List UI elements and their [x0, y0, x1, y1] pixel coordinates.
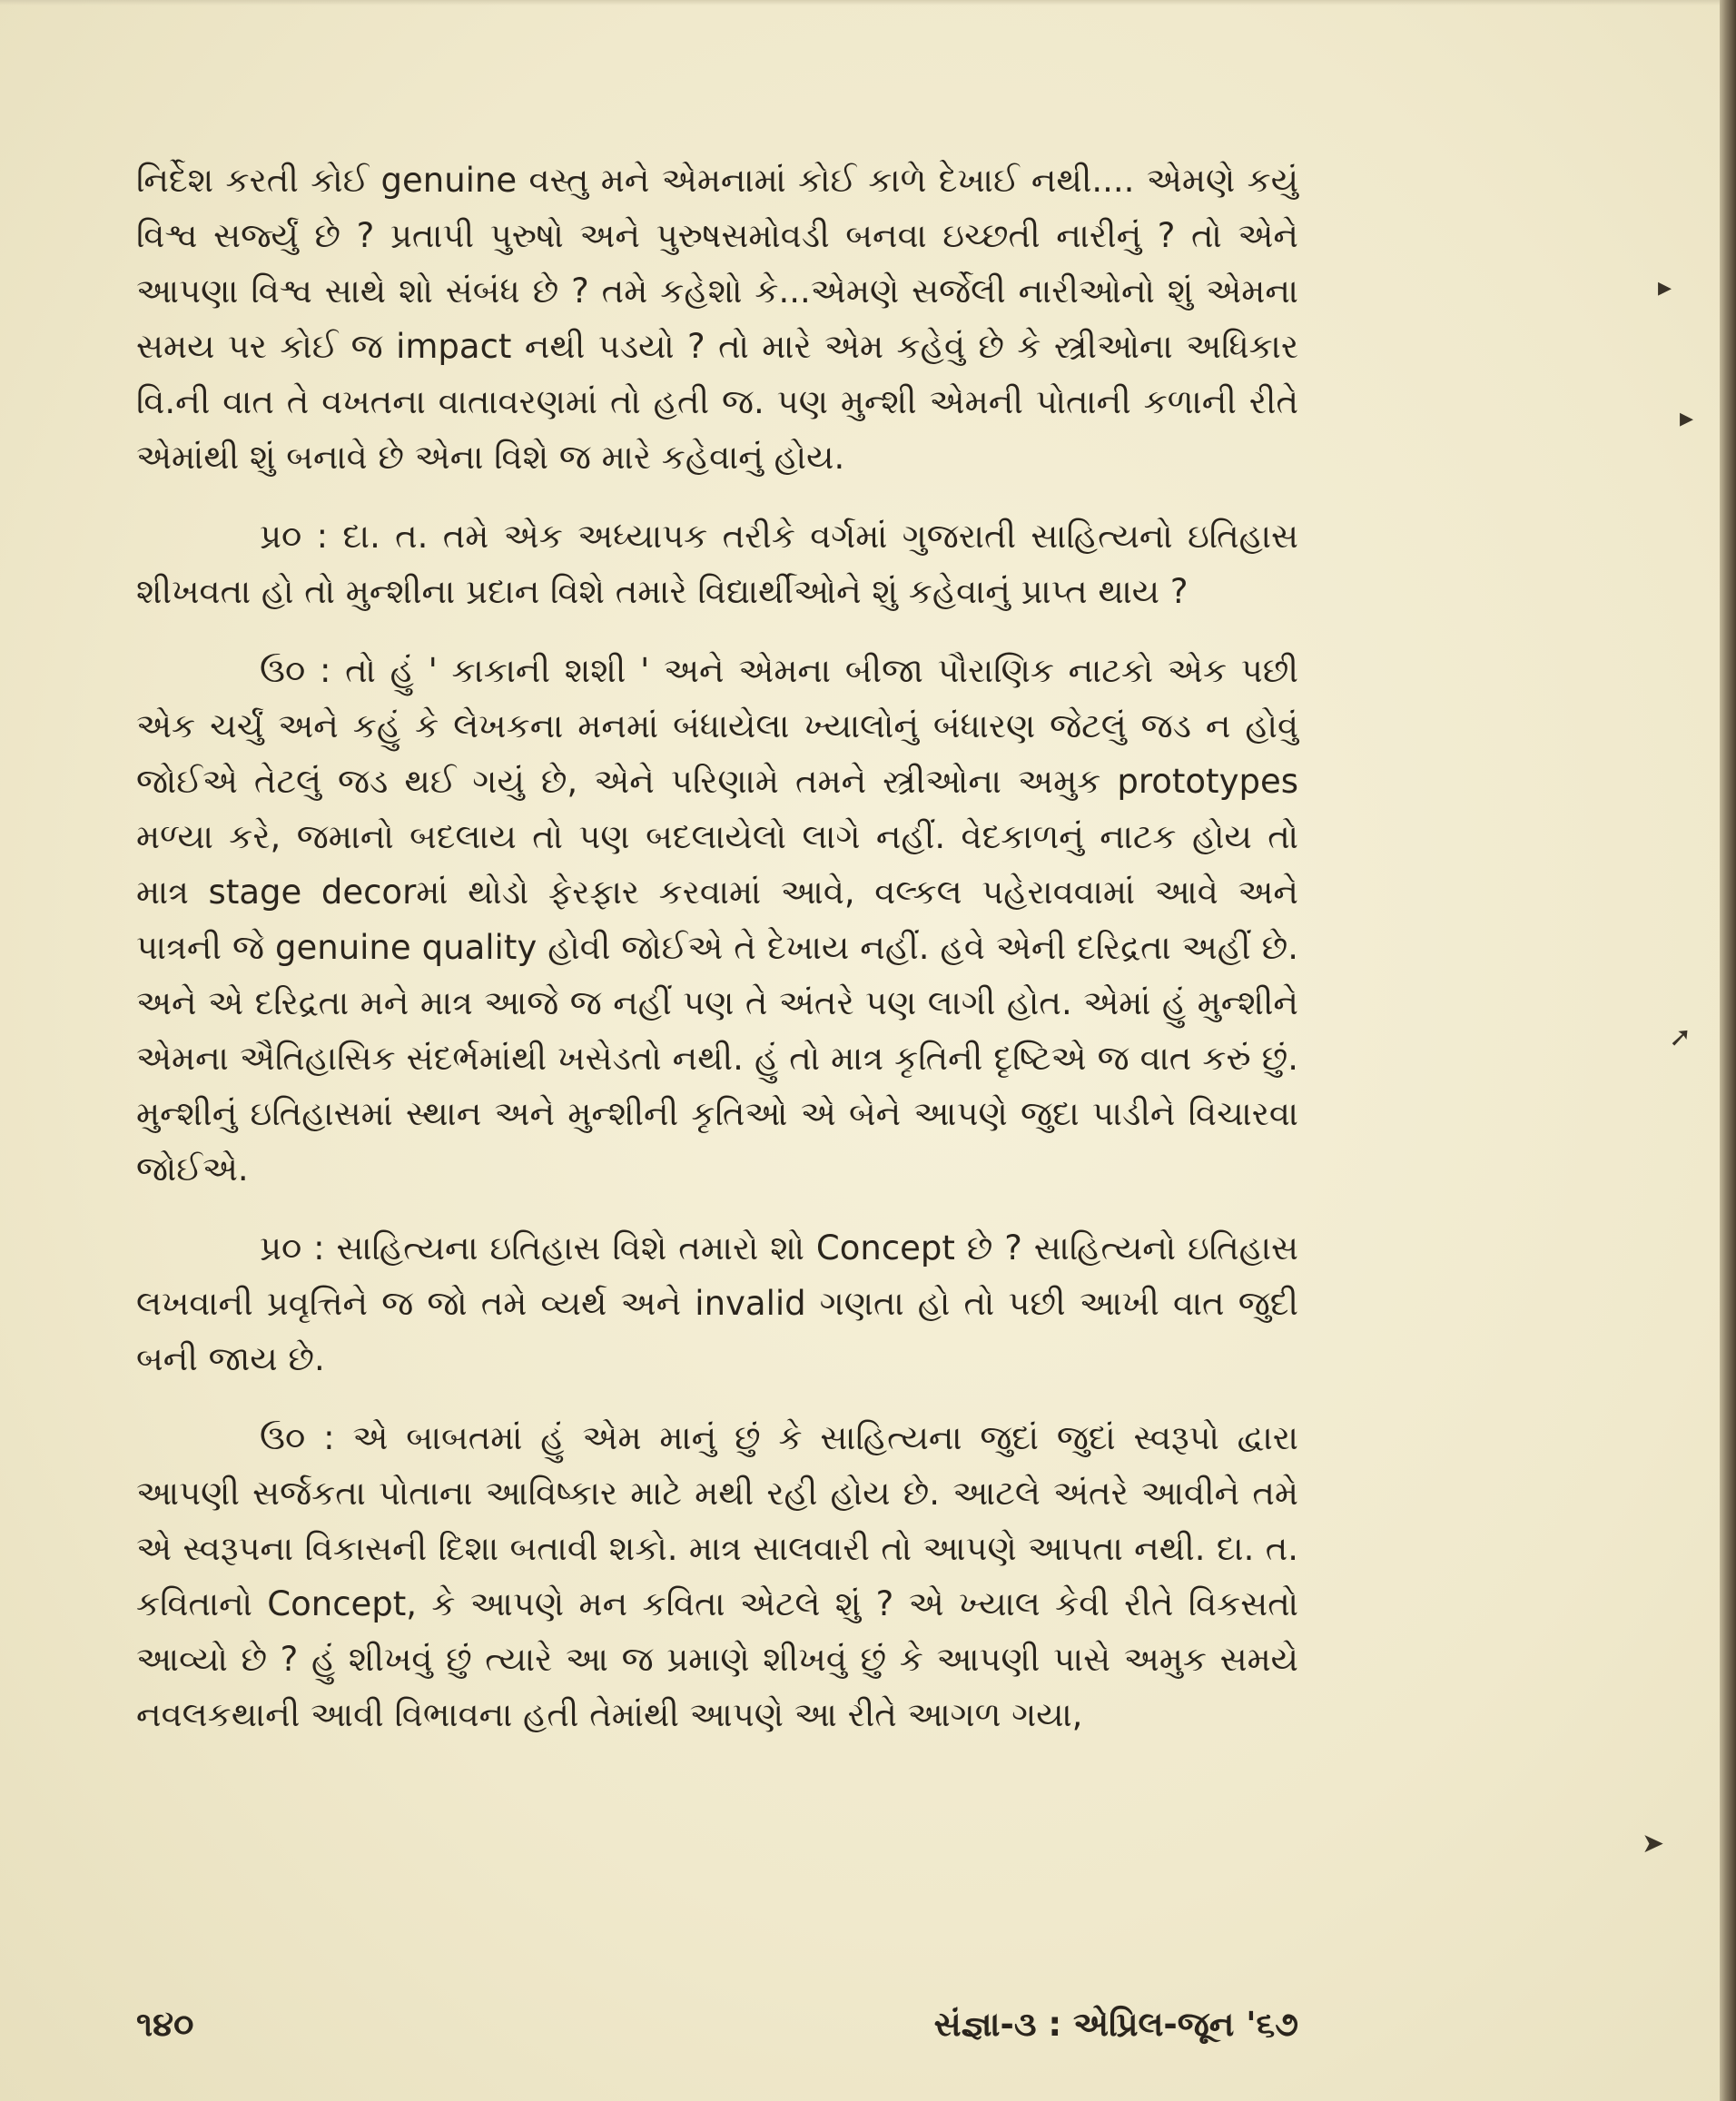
margin-mark: ➤ [1642, 1828, 1665, 1859]
paragraph-question-1: પ્ર૦ : દા. ત. તમે એક અધ્યાપક તરીકે વર્ગમાં ગુજરાતી સાહિત્યનો ઇતિહાસ શીખવતા હો તો મુન્શીના પ્રદાન વિશે તમારે વિદ્યાર્થીઓને શું કહેવાનું પ્રાપ્ત થાય ? [136, 517, 1298, 611]
body-text [136, 153, 1298, 1766]
paragraph-answer-1: ઉ૦ : તો હું ' કાકાની શશી ' અને એમના બીજા પૌરાણિક નાટકો એક પછી એક ચર્ચું અને કહું કે લેખકના મનમાં બંધાયેલા ખ્યાલોનું બંધારણ જેટલું જડ ન હોવું જોઈએ તેટલું જડ થઈ ગયું છે, એને પરિણામે તમને સ્ત્રીઓના અમુક prototypes મળ્યા કરે, જમાનો બદલાય તો પણ બદલાયેલો લાગે નહીં. વેદકાળનું નાટક હોય તો માત્ર stage decorમાં થોડો ફેરફાર કરવામાં આવે, વલ્કલ પહેરાવવામાં આવે અને પાત્રની જે genuine quality હોવી જોઈએ તે દેખાય નહીં. હવે એની દરિદ્રતા અહીં છે. અને એ દરિદ્રતા મને માત્ર આજે જ નહીં પણ તે અંતરે પણ લાગી હોત. એમાં હું મુન્શીને એમના ઐતિહાસિક સંદર્ભમાંથી ખસેડતો નથી. હું તો માત્ર કૃતિની દૃષ્ટિએ જ વાત કરું છું. મુન્શીનું ઇતિહાસમાં સ્થાન અને મુન્શીની કૃતિઓ એ બેને આપણે જુદા પાડીને વિચારવા જોઈએ. [136, 651, 1298, 1189]
page-top-edge [0, 0, 1720, 5]
issue-label: સંજ્ઞા-૩ : એપ્રિલ-જૂન '૬૭ [933, 2005, 1298, 2044]
paragraph-continuation: નિર્દેશ કરતી કોઈ genuine વસ્તુ મને એમનામાં કોઈ કાળે દેખાઈ નથી.... એમણે કયું વિશ્વ સર્જ્યું છે ? પ્રતાપી પુરુષો અને પુરુષસમોવડી બનવા ઇચ્છતી નારીનું ? તો એને આપણા વિશ્વ સાથે શો સંબંધ છે ? તમે કહેશો કે...એમણે સર્જેલી નારીઓનો શું એમના સમય પર કોઈ જ impact નથી પડયો ? તો મારે એમ કહેવું છે કે સ્ત્રીઓના અધિકાર વિ.ની વાત તે વખતના વાતાવરણમાં તો હતી જ. પણ મુન્શી એમની પોતાની કળાની રીતે એમાંથી શું બનાવે છે એના વિશે જ મારે કહેવાનું હોય. [136, 161, 1298, 477]
margin-mark: ▸ [1658, 271, 1672, 303]
page-right-edge [1720, 0, 1736, 2101]
margin-mark: ▸ [1680, 402, 1694, 434]
page-number: ૧૪૦ [136, 2005, 194, 2044]
paragraph-question-2: પ્ર૦ : સાહિત્યના ઇતિહાસ વિશે તમારો શો Concept છે ? સાહિત્યનો ઇતિહાસ લખવાની પ્રવૃત્તિને જ જો તમે વ્યર્થ અને invalid ગણતા હો તો પછી આખી વાત જુદી બની જાય છે. [136, 1228, 1298, 1378]
paragraph-answer-2: ઉ૦ : એ બાબતમાં હું એમ માનું છું કે સાહિત્યના જુદાં જુદાં સ્વરૂપો દ્વારા આપણી સર્જકતા પોતાના આવિષ્કાર માટે મથી રહી હોય છે. આટલે અંતરે આવીને તમે એ સ્વરૂપના વિકાસની દિશા બતાવી શકો. માત્ર સાલવારી તો આપણે આપતા નથી. દા. ત. કવિતાનો Concept, કે આપણે મન કવિતા એટલે શું ? એ ખ્યાલ કેવી રીતે વિકસતો આવ્યો છે ? હું શીખવું છું ત્યારે આ જ પ્રમાણે શીખવું છું કે આપણી પાસે અમુક સમયે નવલકથાની આવી વિભાવના હતી તેમાંથી આપણે આ રીતે આગળ ગયા, [136, 1418, 1298, 1734]
margin-mark: ➚ [1669, 1021, 1692, 1053]
page-footer [136, 2005, 1298, 2045]
